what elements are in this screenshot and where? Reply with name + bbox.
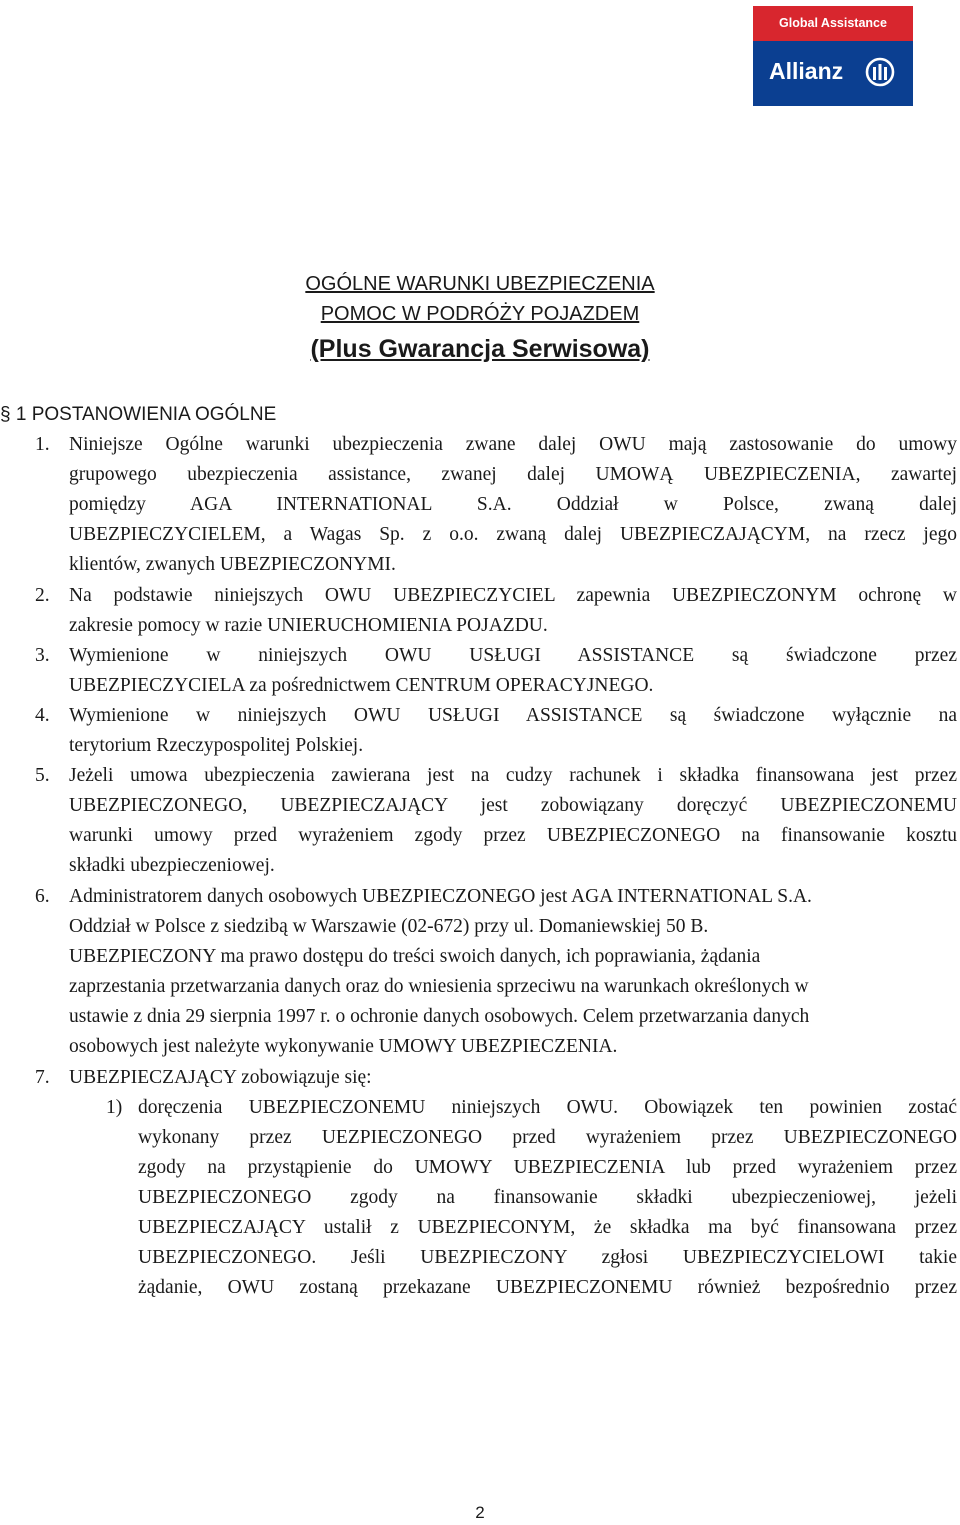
text-line: klientów, zwanych UBEZPIECZONYMI. xyxy=(69,554,396,575)
list-item-text xyxy=(69,701,957,761)
logo-name: Allianz xyxy=(769,58,844,84)
text-line: żądanie, OWU zostaną przekazane UBEZPIECZONEMU również bezpośrednio przez xyxy=(138,1277,957,1298)
list-item-text xyxy=(69,882,957,1062)
list-item-number: 5. xyxy=(35,765,50,786)
allianz-eagle-icon xyxy=(864,56,896,88)
text-line: UBEZPIECZONEGO zgody na finansowanie składki ubezpieczeniowej, jeżeli xyxy=(138,1187,957,1208)
text-line: wykonany przez UEZPIECZONEGO przed wyrażeniem przez UBEZPIECZONEGO xyxy=(138,1127,957,1148)
list-item-number: 7. xyxy=(35,1067,50,1088)
list-item-number: 6. xyxy=(35,886,50,907)
text-line: UBEZPIECZAJĄCY ustalił z UBEZPIECONYM, że składka ma być finansowana przez xyxy=(138,1217,957,1238)
text-line: UBEZPIECZONEGO, UBEZPIECZAJĄCY jest zobowiązany doręczyć UBEZPIECZONEMU xyxy=(69,795,957,816)
text-line: składki ubezpieczeniowej. xyxy=(69,855,275,876)
text-line: doręczenia UBEZPIECZONEMU niniejszych OWU. Obowiązek ten powinien zostać xyxy=(138,1097,957,1118)
page-number: 2 xyxy=(475,1503,485,1522)
text-line: UBEZPIECZAJĄCY zobowiązuje się: xyxy=(69,1067,372,1088)
text-line: ustawie z dnia 29 sierpnia 1997 r. o ochronie danych osobowych. Celem przetwarzania danych xyxy=(69,1006,810,1027)
sub-list-item-text xyxy=(138,1093,957,1303)
list-item-text xyxy=(69,581,957,641)
text-line: Wymienione w niniejszych OWU USŁUGI ASSISTANCE są świadczone wyłącznie na xyxy=(69,705,957,726)
logo-top-text: Global Assistance xyxy=(753,6,913,41)
text-line: UBEZPIECZONY ma prawo dostępu do treści swoich danych, ich poprawiania, żądania xyxy=(69,946,761,967)
text-line: zaprzestania przetwarzania danych oraz do wniesienia sprzeciwu na warunkach określonych w xyxy=(69,976,809,997)
text-line: UBEZPIECZONEGO. Jeśli UBEZPIECZONY zgłosi UBEZPIECZYCIELOWI takie xyxy=(138,1247,957,1268)
doc-title-line3: (Plus Gwarancja Serwisowa) xyxy=(310,335,650,363)
text-line: UBEZPIECZYCIELEM, a Wagas Sp. z o.o. zwaną dalej UBEZPIECZAJĄCYM, na rzecz jego xyxy=(69,524,957,545)
list-item-number: 3. xyxy=(35,645,50,666)
list-item-number: 2. xyxy=(35,585,50,606)
list-item-number: 4. xyxy=(35,705,50,726)
list-item-number: 1. xyxy=(35,434,50,455)
doc-title-line2: POMOC W PODRÓŻY POJAZDEM xyxy=(320,303,640,325)
text-line: pomiędzy AGA INTERNATIONAL S.A. Oddział w Polsce, zwaną dalej xyxy=(69,494,957,515)
list-item-text xyxy=(69,430,957,580)
text-line: Administratorem danych osobowych UBEZPIECZONEGO jest AGA INTERNATIONAL S.A. xyxy=(69,886,812,907)
sub-list-item-number: 1) xyxy=(106,1097,123,1118)
list-item-text xyxy=(69,761,957,881)
text-line: Wymienione w niniejszych OWU USŁUGI ASSISTANCE są świadczone przez xyxy=(69,645,957,666)
text-line: grupowego ubezpieczenia assistance, zwanej dalej UMOWĄ UBEZPIECZENIA, zawartej xyxy=(69,464,957,485)
list-item-text xyxy=(69,1063,957,1093)
list-item-text xyxy=(69,641,957,701)
text-line: Oddział w Polsce z siedzibą w Warszawie (02-672) przy ul. Domaniewskiej 50 B. xyxy=(69,916,709,937)
text-line: UBEZPIECZYCIELA za pośrednictwem CENTRUM OPERACYJNEGO. xyxy=(69,675,654,696)
text-line: zakresie pomocy w razie UNIERUCHOMIENIA POJAZDU. xyxy=(69,615,548,636)
doc-title-line1: OGÓLNE WARUNKI UBEZPIECZENIA xyxy=(305,273,655,295)
text-line: warunki umowy przed wyrażeniem zgody przez UBEZPIECZONEGO na finansowanie kosztu xyxy=(69,825,957,846)
text-line: Jeżeli umowa ubezpieczenia zawierana jest na cudzy rachunek i składka finansowana jest przez xyxy=(69,765,957,786)
text-line: Na podstawie niniejszych OWU UBEZPIECZYCIEL zapewnia UBEZPIECZONYM ochronę w xyxy=(69,585,957,606)
text-line: terytorium Rzeczypospolitej Polskiej. xyxy=(69,735,364,756)
text-line: zgody na przystąpienie do UMOWY UBEZPIECZENIA lub przed wyrażeniem przez xyxy=(138,1157,957,1178)
text-line: osobowych jest należyte wykonywanie UMOWY UBEZPIECZENIA. xyxy=(69,1036,618,1057)
text-line: Niniejsze Ogólne warunki ubezpieczenia zwane dalej OWU mają zastosowanie do umowy xyxy=(69,434,957,455)
allianz-logo xyxy=(753,6,913,106)
section-heading: § 1 POSTANOWIENIA OGÓLNE xyxy=(0,404,277,425)
